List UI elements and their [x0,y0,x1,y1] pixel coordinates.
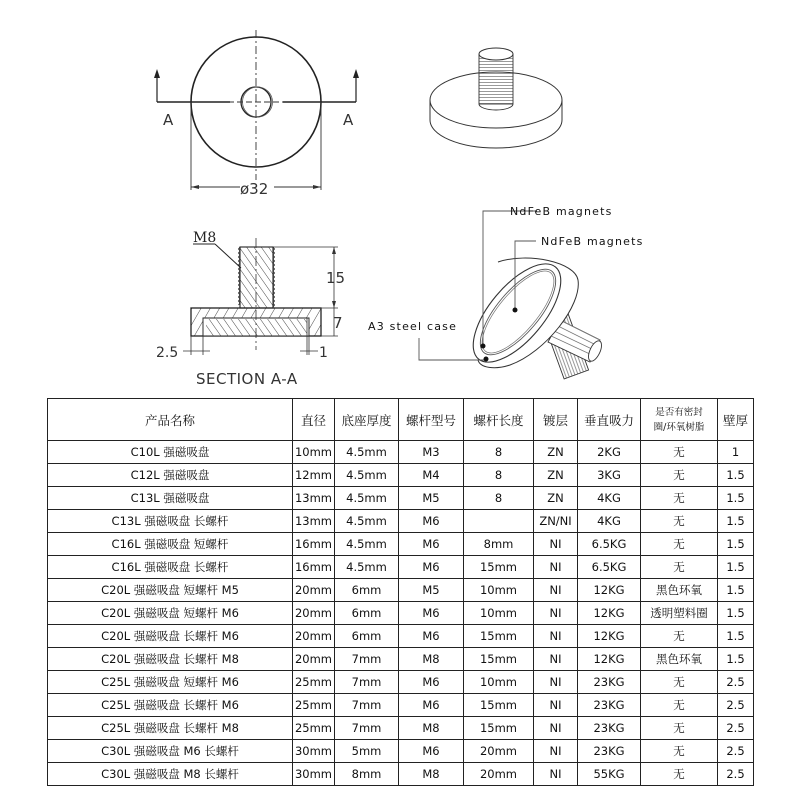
header-wall-thickness: 壁厚 [718,399,754,441]
table-row [48,625,754,648]
cell-product-name: C30L 强磁吸盘 M8 长螺杆 [48,763,293,786]
cell-base-thickness: 4.5mm [335,441,399,464]
table-row [48,717,754,740]
callout-inner-magnet: NdFeB magnets [541,235,644,248]
cell-base-thickness: 4.5mm [335,510,399,533]
table-row [48,441,754,464]
section-label-right: A [343,111,354,129]
cell-seal-epoxy: 黑色环氧 [641,648,718,671]
cell-coating: NI [534,671,578,694]
cell-product-name: C16L 强磁吸盘 长螺杆 [48,556,293,579]
cell-screw-length: 20mm [464,763,534,786]
header-coating: 镀层 [534,399,578,441]
cell-screw-length: 15mm [464,625,534,648]
cell-screw-length: 15mm [464,648,534,671]
cell-product-name: C16L 强磁吸盘 短螺杆 [48,533,293,556]
cell-screw-model: M6 [399,740,464,763]
isometric-view [430,48,562,148]
cell-product-name: C13L 强磁吸盘 [48,487,293,510]
cell-screw-model: M4 [399,464,464,487]
table-row [48,556,754,579]
cell-vertical-pull: 23KG [578,671,641,694]
table-row [48,763,754,786]
cell-seal-epoxy: 无 [641,533,718,556]
cell-diameter: 16mm [293,533,335,556]
cell-base-thickness: 4.5mm [335,464,399,487]
cell-screw-model: M8 [399,763,464,786]
cell-base-thickness: 6mm [335,602,399,625]
cell-diameter: 10mm [293,441,335,464]
cell-vertical-pull: 4KG [578,487,641,510]
cell-screw-length: 15mm [464,694,534,717]
cell-seal-epoxy: 无 [641,763,718,786]
cell-seal-epoxy: 无 [641,671,718,694]
cell-screw-model: M3 [399,441,464,464]
header-seal-line2: 圈/环氧树脂 [653,421,705,433]
header-seal-line1: 是否有密封 [655,406,703,418]
cell-product-name: C13L 强磁吸盘 长螺杆 [48,510,293,533]
cell-vertical-pull: 23KG [578,694,641,717]
cutaway-view [368,205,644,379]
cell-wall-thickness: 1.5 [718,533,754,556]
cell-vertical-pull: 3KG [578,464,641,487]
cell-coating: NI [534,648,578,671]
cell-seal-epoxy: 无 [641,717,718,740]
cell-base-thickness: 4.5mm [335,556,399,579]
cell-seal-epoxy: 无 [641,464,718,487]
cell-coating: NI [534,533,578,556]
table-row [48,602,754,625]
cell-base-thickness: 7mm [335,717,399,740]
cell-diameter: 13mm [293,510,335,533]
cell-vertical-pull: 12KG [578,648,641,671]
cell-product-name: C30L 强磁吸盘 M6 长螺杆 [48,740,293,763]
cell-coating: ZN [534,487,578,510]
cell-base-thickness: 8mm [335,763,399,786]
cell-base-thickness: 4.5mm [335,533,399,556]
cell-coating: NI [534,556,578,579]
cell-base-thickness: 7mm [335,648,399,671]
cell-wall-thickness: 1.5 [718,625,754,648]
cell-seal-epoxy: 黑色环氧 [641,579,718,602]
top-view [154,30,359,198]
header-base-thickness: 底座厚度 [335,399,399,441]
cell-coating: ZN [534,441,578,464]
cell-screw-model: M5 [399,487,464,510]
cell-vertical-pull: 12KG [578,579,641,602]
cell-coating: ZN [534,464,578,487]
table-row [48,671,754,694]
cell-wall-thickness: 2.5 [718,694,754,717]
cell-vertical-pull: 23KG [578,740,641,763]
cell-base-thickness: 6mm [335,579,399,602]
callout-steel-case: A3 steel case [368,320,458,333]
cell-screw-length: 8 [464,487,534,510]
header-product-name: 产品名称 [48,399,293,441]
cell-diameter: 16mm [293,556,335,579]
cell-vertical-pull: 55KG [578,763,641,786]
cell-diameter: 25mm [293,694,335,717]
cell-diameter: 20mm [293,625,335,648]
cell-wall-thickness: 1.5 [718,556,754,579]
cell-vertical-pull: 6.5KG [578,533,641,556]
cell-diameter: 20mm [293,648,335,671]
cell-screw-model: M5 [399,579,464,602]
cell-screw-model: M6 [399,556,464,579]
table-row [48,694,754,717]
cell-screw-length: 15mm [464,556,534,579]
cell-wall-thickness: 2.5 [718,717,754,740]
cell-seal-epoxy: 无 [641,694,718,717]
cell-diameter: 30mm [293,740,335,763]
cell-screw-length: 8 [464,464,534,487]
cell-product-name: C20L 强磁吸盘 短螺杆 M6 [48,602,293,625]
cell-wall-thickness: 2.5 [718,763,754,786]
cell-screw-model: M6 [399,671,464,694]
header-screw-model: 螺杆型号 [399,399,464,441]
cell-screw-length: 10mm [464,579,534,602]
cell-coating: NI [534,579,578,602]
cell-wall-thickness: 2.5 [718,671,754,694]
cell-diameter: 25mm [293,671,335,694]
cell-product-name: C12L 强磁吸盘 [48,464,293,487]
section-arrow-right-icon [353,69,359,78]
cell-product-name: C25L 强磁吸盘 短螺杆 M6 [48,671,293,694]
cell-wall-thickness: 1.5 [718,579,754,602]
table-row [48,487,754,510]
cell-diameter: 20mm [293,579,335,602]
header-vertical-pull: 垂直吸力 [578,399,641,441]
technical-drawings [0,0,800,398]
cell-vertical-pull: 2KG [578,441,641,464]
thread-label: M8 [193,230,217,246]
cell-coating: NI [534,602,578,625]
cell-screw-length: 10mm [464,671,534,694]
cell-product-name: C20L 强磁吸盘 短螺杆 M5 [48,579,293,602]
cell-product-name: C25L 强磁吸盘 长螺杆 M8 [48,717,293,740]
cell-seal-epoxy: 无 [641,740,718,763]
cell-product-name: C25L 强磁吸盘 长螺杆 M6 [48,694,293,717]
section-arrow-left-icon [154,69,160,78]
cell-wall-thickness: 1.5 [718,648,754,671]
cell-base-thickness: 7mm [335,671,399,694]
cell-coating: NI [534,694,578,717]
cell-diameter: 13mm [293,487,335,510]
cell-coating: NI [534,625,578,648]
table-row [48,510,754,533]
section-label-left: A [163,111,174,129]
base-height-label: 7 [333,314,343,332]
cell-base-thickness: 6mm [335,625,399,648]
cell-diameter: 30mm [293,763,335,786]
cell-coating: NI [534,717,578,740]
header-seal-epoxy [641,399,718,441]
section-title: SECTION A-A [196,370,298,388]
cell-screw-model: M6 [399,694,464,717]
table-row [48,579,754,602]
table-row [48,533,754,556]
cell-seal-epoxy: 无 [641,441,718,464]
cell-seal-epoxy: 无 [641,556,718,579]
cell-base-thickness: 7mm [335,694,399,717]
cell-screw-length: 10mm [464,602,534,625]
cell-vertical-pull: 12KG [578,602,641,625]
cell-wall-thickness: 1.5 [718,510,754,533]
cell-screw-length: 8mm [464,533,534,556]
cell-wall-thickness: 1 [718,441,754,464]
cell-seal-epoxy: 无 [641,510,718,533]
cell-base-thickness: 5mm [335,740,399,763]
cell-screw-model: M6 [399,625,464,648]
left-wall-label: 2.5 [156,345,179,361]
cell-seal-epoxy: 透明塑料圈 [641,602,718,625]
callout-outer-magnet: NdFeB magnets [510,205,613,218]
cell-wall-thickness: 1.5 [718,487,754,510]
cell-diameter: 12mm [293,464,335,487]
cell-screw-length: 20mm [464,740,534,763]
table-header-row [48,399,754,441]
cell-wall-thickness: 1.5 [718,602,754,625]
drawings-canvas [0,0,800,398]
cell-screw-model: M6 [399,510,464,533]
cell-wall-thickness: 2.5 [718,740,754,763]
cell-coating: NI [534,740,578,763]
cell-coating: NI [534,763,578,786]
cell-screw-length: 8 [464,441,534,464]
cell-screw-length: 15mm [464,717,534,740]
cell-coating: ZN/NI [534,510,578,533]
cell-vertical-pull: 6.5KG [578,556,641,579]
cell-screw-model: M8 [399,648,464,671]
cell-wall-thickness: 1.5 [718,464,754,487]
section-view [156,230,345,388]
cell-diameter: 20mm [293,602,335,625]
header-screw-length: 螺杆长度 [464,399,534,441]
cell-vertical-pull: 23KG [578,717,641,740]
header-diameter: 直径 [293,399,335,441]
table-row [48,648,754,671]
diameter-label: ø32 [240,180,269,198]
stud-height-label: 15 [326,269,346,287]
cell-product-name: C20L 强磁吸盘 长螺杆 M8 [48,648,293,671]
cell-product-name: C20L 强磁吸盘 长螺杆 M6 [48,625,293,648]
cell-vertical-pull: 4KG [578,510,641,533]
cell-screw-model: M8 [399,717,464,740]
cell-seal-epoxy: 无 [641,625,718,648]
cell-seal-epoxy: 无 [641,487,718,510]
right-gap-label: 1 [319,345,328,361]
table-row [48,464,754,487]
cell-diameter: 25mm [293,717,335,740]
cell-product-name: C10L 强磁吸盘 [48,441,293,464]
specification-table [47,398,754,786]
cell-screw-length [464,510,534,533]
table-row [48,740,754,763]
cell-screw-model: M6 [399,533,464,556]
table-body [48,441,754,786]
cell-base-thickness: 4.5mm [335,487,399,510]
cell-vertical-pull: 12KG [578,625,641,648]
cell-screw-model: M6 [399,602,464,625]
